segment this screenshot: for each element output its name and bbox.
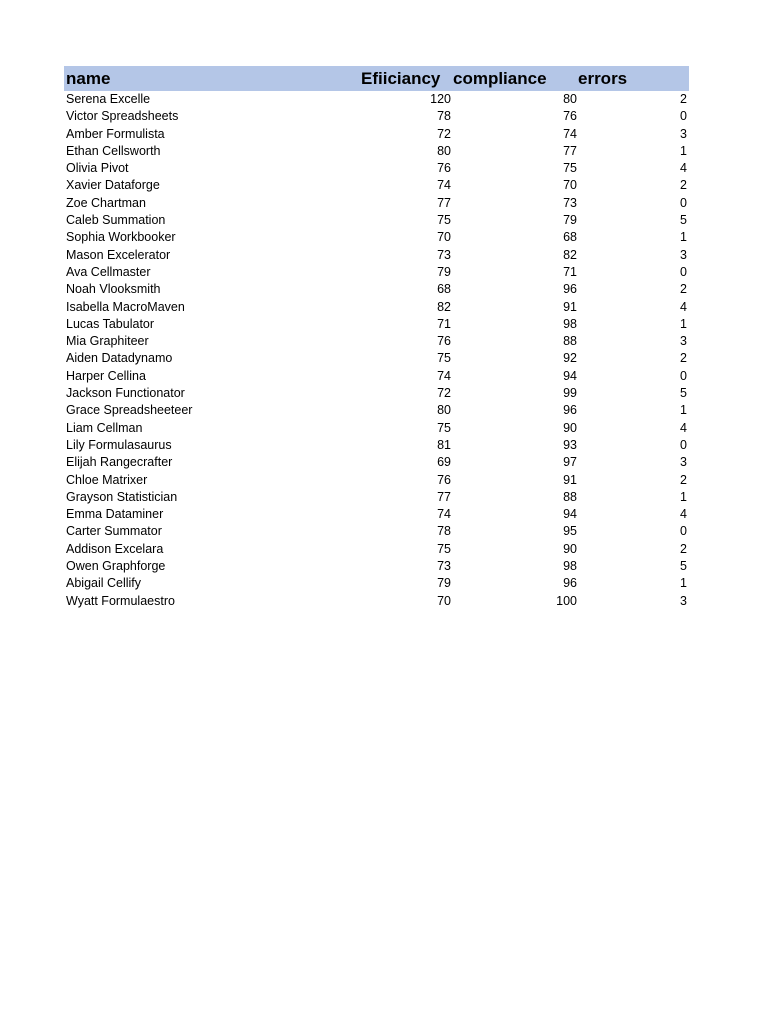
cell-compliance: 98 bbox=[563, 559, 577, 574]
cell-name: Aiden Datadynamo bbox=[66, 351, 173, 366]
cell-errors: 5 bbox=[680, 559, 687, 574]
cell-errors: 1 bbox=[680, 316, 687, 331]
cell-efficiency: 75 bbox=[437, 541, 451, 556]
table-row bbox=[64, 126, 689, 143]
cell-errors: 2 bbox=[680, 541, 687, 556]
cell-name: Ethan Cellsworth bbox=[66, 143, 161, 158]
cell-name: Zoe Chartman bbox=[66, 195, 146, 210]
cell-compliance: 80 bbox=[563, 92, 577, 106]
cell-errors: 2 bbox=[680, 282, 687, 297]
table-row bbox=[64, 593, 689, 610]
table-row bbox=[64, 368, 689, 385]
cell-name: Emma Dataminer bbox=[66, 507, 164, 522]
cell-name: Elijah Rangecrafter bbox=[66, 455, 173, 470]
cell-errors: 5 bbox=[680, 386, 687, 401]
cell-errors: 2 bbox=[680, 178, 687, 193]
cell-compliance: 100 bbox=[556, 593, 577, 608]
cell-errors: 2 bbox=[680, 472, 687, 487]
table-row bbox=[64, 281, 689, 298]
cell-name: Liam Cellman bbox=[66, 420, 143, 435]
cell-efficiency: 81 bbox=[437, 437, 451, 452]
cell-efficiency: 74 bbox=[437, 178, 451, 193]
cell-errors: 3 bbox=[680, 247, 687, 262]
cell-efficiency: 73 bbox=[437, 247, 451, 262]
cell-compliance: 88 bbox=[563, 489, 577, 504]
cell-errors: 0 bbox=[680, 437, 687, 452]
cell-name: Abigail Cellify bbox=[66, 576, 142, 591]
table-row bbox=[64, 350, 689, 367]
cell-efficiency: 80 bbox=[437, 403, 451, 418]
table-row bbox=[64, 437, 689, 454]
column-header-efficiency: Efiiciancy bbox=[361, 69, 441, 88]
cell-compliance: 79 bbox=[563, 213, 577, 228]
cell-efficiency: 70 bbox=[437, 230, 451, 245]
cell-name: Olivia Pivot bbox=[66, 161, 129, 176]
cell-compliance: 92 bbox=[563, 351, 577, 366]
cell-compliance: 94 bbox=[563, 368, 577, 383]
cell-efficiency: 78 bbox=[437, 109, 451, 124]
cell-efficiency: 72 bbox=[437, 386, 451, 401]
cell-errors: 3 bbox=[680, 334, 687, 349]
cell-errors: 1 bbox=[680, 143, 687, 158]
cell-compliance: 75 bbox=[563, 161, 577, 176]
cell-efficiency: 82 bbox=[437, 299, 451, 314]
table-row bbox=[64, 333, 689, 350]
cell-name: Harper Cellina bbox=[66, 368, 146, 383]
table-row bbox=[64, 91, 689, 108]
table-row bbox=[64, 489, 689, 506]
cell-compliance: 90 bbox=[563, 541, 577, 556]
table-row bbox=[64, 454, 689, 471]
cell-compliance: 71 bbox=[563, 264, 577, 279]
cell-compliance: 88 bbox=[563, 334, 577, 349]
cell-efficiency: 70 bbox=[437, 593, 451, 608]
cell-errors: 1 bbox=[680, 576, 687, 591]
table-row bbox=[64, 143, 689, 160]
header-row bbox=[64, 66, 689, 91]
cell-compliance: 77 bbox=[563, 143, 577, 158]
cell-efficiency: 78 bbox=[437, 524, 451, 539]
cell-efficiency: 71 bbox=[437, 316, 451, 331]
cell-name: Sophia Workbooker bbox=[66, 230, 176, 245]
cell-errors: 4 bbox=[680, 299, 687, 314]
cell-errors: 5 bbox=[680, 213, 687, 228]
table-row bbox=[64, 472, 689, 489]
cell-errors: 3 bbox=[680, 126, 687, 141]
cell-compliance: 70 bbox=[563, 178, 577, 193]
cell-efficiency: 75 bbox=[437, 420, 451, 435]
table-row bbox=[64, 108, 689, 125]
cell-efficiency: 75 bbox=[437, 351, 451, 366]
column-header-errors: errors bbox=[578, 69, 628, 88]
table-row bbox=[64, 316, 689, 333]
table-row bbox=[64, 523, 689, 540]
cell-name: Addison Excelara bbox=[66, 541, 164, 556]
table-row bbox=[64, 575, 689, 592]
cell-errors: 0 bbox=[680, 524, 687, 539]
cell-errors: 3 bbox=[680, 455, 687, 470]
table-row bbox=[64, 402, 689, 419]
cell-compliance: 96 bbox=[563, 282, 577, 297]
cell-efficiency: 76 bbox=[437, 334, 451, 349]
cell-name: Victor Spreadsheets bbox=[66, 109, 179, 124]
table-row bbox=[64, 420, 689, 437]
cell-name: Caleb Summation bbox=[66, 213, 166, 228]
cell-efficiency: 77 bbox=[437, 489, 451, 504]
cell-errors: 3 bbox=[680, 593, 687, 608]
cell-errors: 0 bbox=[680, 109, 687, 124]
cell-compliance: 98 bbox=[563, 316, 577, 331]
table-row bbox=[64, 229, 689, 246]
cell-name: Carter Summator bbox=[66, 524, 162, 539]
cell-name: Owen Graphforge bbox=[66, 559, 166, 574]
cell-efficiency: 69 bbox=[437, 455, 451, 470]
table-row bbox=[64, 247, 689, 264]
spreadsheet-table bbox=[64, 66, 689, 610]
table-row bbox=[64, 264, 689, 281]
table-row bbox=[64, 541, 689, 558]
cell-errors: 1 bbox=[680, 489, 687, 504]
cell-name: Wyatt Formulaestro bbox=[66, 593, 175, 608]
cell-compliance: 96 bbox=[563, 576, 577, 591]
table-row bbox=[64, 160, 689, 177]
cell-name: Mason Excelerator bbox=[66, 247, 171, 262]
cell-errors: 1 bbox=[680, 403, 687, 418]
cell-compliance: 93 bbox=[563, 437, 577, 452]
cell-errors: 4 bbox=[680, 420, 687, 435]
cell-errors: 4 bbox=[680, 507, 687, 522]
cell-efficiency: 74 bbox=[437, 507, 451, 522]
cell-efficiency: 73 bbox=[437, 559, 451, 574]
cell-name: Lily Formulasaurus bbox=[66, 437, 172, 452]
cell-errors: 0 bbox=[680, 264, 687, 279]
cell-errors: 2 bbox=[680, 92, 687, 106]
column-header-compliance: compliance bbox=[453, 69, 547, 88]
cell-compliance: 94 bbox=[563, 507, 577, 522]
cell-compliance: 90 bbox=[563, 420, 577, 435]
cell-compliance: 96 bbox=[563, 403, 577, 418]
cell-name: Isabella MacroMaven bbox=[66, 299, 185, 314]
cell-name: Serena Excelle bbox=[66, 92, 151, 106]
table-row bbox=[64, 299, 689, 316]
column-header-name: name bbox=[66, 69, 111, 88]
cell-efficiency: 76 bbox=[437, 161, 451, 176]
cell-compliance: 99 bbox=[563, 386, 577, 401]
cell-compliance: 76 bbox=[563, 109, 577, 124]
table-row bbox=[64, 212, 689, 229]
cell-compliance: 82 bbox=[563, 247, 577, 262]
cell-errors: 0 bbox=[680, 368, 687, 383]
cell-name: Xavier Dataforge bbox=[66, 178, 160, 193]
cell-name: Noah Vlooksmith bbox=[66, 282, 161, 297]
cell-efficiency: 77 bbox=[437, 195, 451, 210]
table-row bbox=[64, 506, 689, 523]
cell-name: Lucas Tabulator bbox=[66, 316, 155, 331]
cell-name: Jackson Functionator bbox=[66, 386, 185, 401]
cell-compliance: 97 bbox=[563, 455, 577, 470]
cell-name: Chloe Matrixer bbox=[66, 472, 148, 487]
cell-errors: 2 bbox=[680, 351, 687, 366]
cell-name: Amber Formulista bbox=[66, 126, 165, 141]
cell-efficiency: 75 bbox=[437, 213, 451, 228]
cell-compliance: 95 bbox=[563, 524, 577, 539]
cell-errors: 1 bbox=[680, 230, 687, 245]
table-row bbox=[64, 195, 689, 212]
cell-efficiency: 79 bbox=[437, 576, 451, 591]
cell-efficiency: 74 bbox=[437, 368, 451, 383]
cell-compliance: 74 bbox=[563, 126, 577, 141]
cell-errors: 4 bbox=[680, 161, 687, 176]
cell-name: Grace Spreadsheeteer bbox=[66, 403, 193, 418]
table-body bbox=[64, 91, 689, 610]
cell-efficiency: 80 bbox=[437, 143, 451, 158]
table-row bbox=[64, 385, 689, 402]
cell-efficiency: 79 bbox=[437, 264, 451, 279]
cell-compliance: 91 bbox=[563, 299, 577, 314]
cell-name: Ava Cellmaster bbox=[66, 264, 151, 279]
cell-compliance: 91 bbox=[563, 472, 577, 487]
cell-compliance: 73 bbox=[563, 195, 577, 210]
cell-name: Grayson Statistician bbox=[66, 489, 178, 504]
cell-errors: 0 bbox=[680, 195, 687, 210]
table-row bbox=[64, 558, 689, 575]
cell-efficiency: 72 bbox=[437, 126, 451, 141]
cell-compliance: 68 bbox=[563, 230, 577, 245]
cell-efficiency: 68 bbox=[437, 282, 451, 297]
cell-name: Mia Graphiteer bbox=[66, 334, 149, 349]
cell-efficiency: 120 bbox=[430, 92, 451, 106]
table-row bbox=[64, 177, 689, 194]
cell-efficiency: 76 bbox=[437, 472, 451, 487]
